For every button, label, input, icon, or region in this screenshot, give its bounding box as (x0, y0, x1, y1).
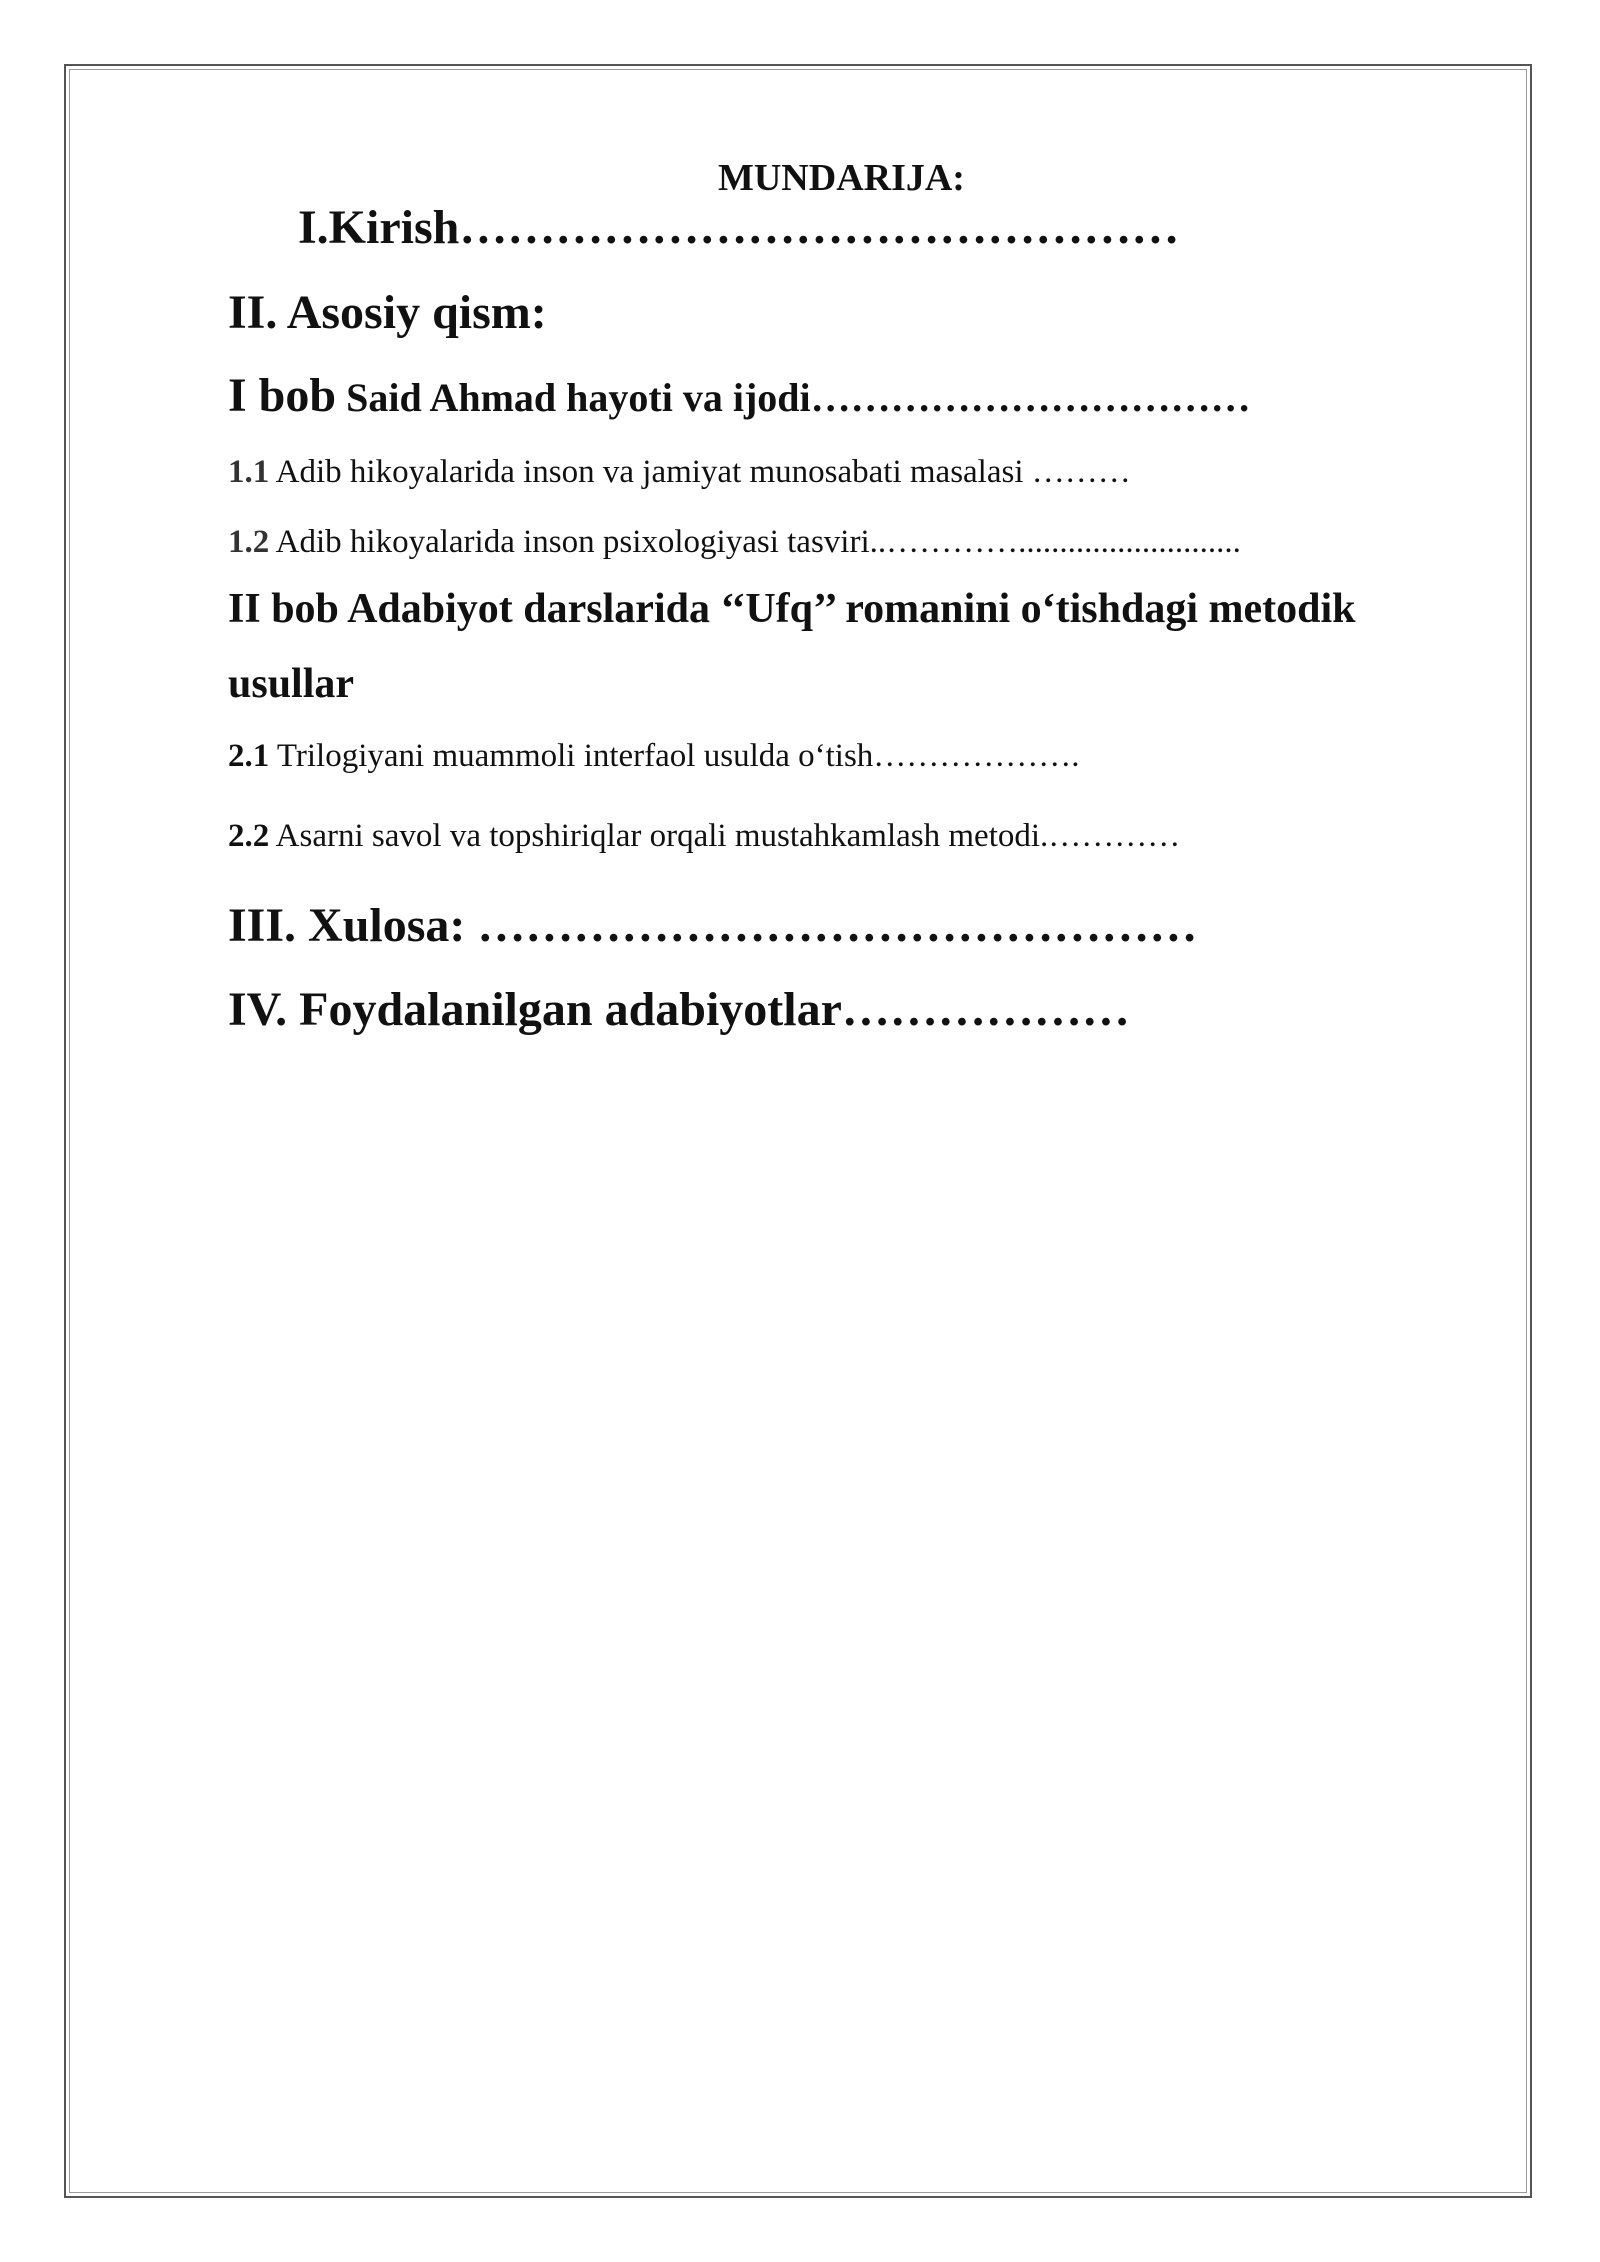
section-title: Trilogiyani muammoli interfaol usulda o‘tish………………. (269, 738, 1080, 774)
toc-entry-foydalanilgan-adabiyotlar: IV. Foydalanilgan adabiyotlar……………… (228, 983, 1130, 1036)
toc-entry-1-2 (228, 524, 1241, 561)
section-number: 2.1 (228, 738, 270, 774)
section-number: 2.2 (228, 818, 270, 854)
section-title: Adib hikoyalarida inson va jamiyat munosabati masalasi ……… (269, 454, 1131, 490)
toc-entry-asosiy-qism: II. Asosiy qism: (228, 286, 547, 339)
section-number: 1.1 (228, 454, 270, 490)
toc-entry-kirish: I.Kirish……………………………………… (298, 201, 1180, 254)
toc-entry-bob1 (228, 368, 1251, 423)
toc-entry-2-1 (228, 738, 1080, 775)
toc-entry-bob2-line2: usullar (228, 661, 355, 707)
section-number: 1.2 (228, 524, 270, 560)
bob1-title: Said Ahmad hayoti va ijodi…………………………… (336, 375, 1251, 420)
page-title: MUNDARIJA: (718, 157, 965, 199)
toc-entry-xulosa: III. Xulosa: ……………………………………… (228, 899, 1198, 952)
bob1-prefix: I bob (228, 369, 337, 422)
toc-entry-2-2 (228, 818, 1180, 855)
toc-entry-1-1 (228, 454, 1131, 491)
section-title: Asarni savol va topshiriqlar orqali mustahkamlash metodi.………… (269, 818, 1181, 854)
toc-entry-bob2-line1: II bob Adabiyot darslarida ‘‘Ufq’’ romanini o‘tishdagi metodik (228, 586, 1356, 632)
section-title: Adib hikoyalarida inson psixologiyasi tasviri..…………........................... (269, 524, 1241, 560)
